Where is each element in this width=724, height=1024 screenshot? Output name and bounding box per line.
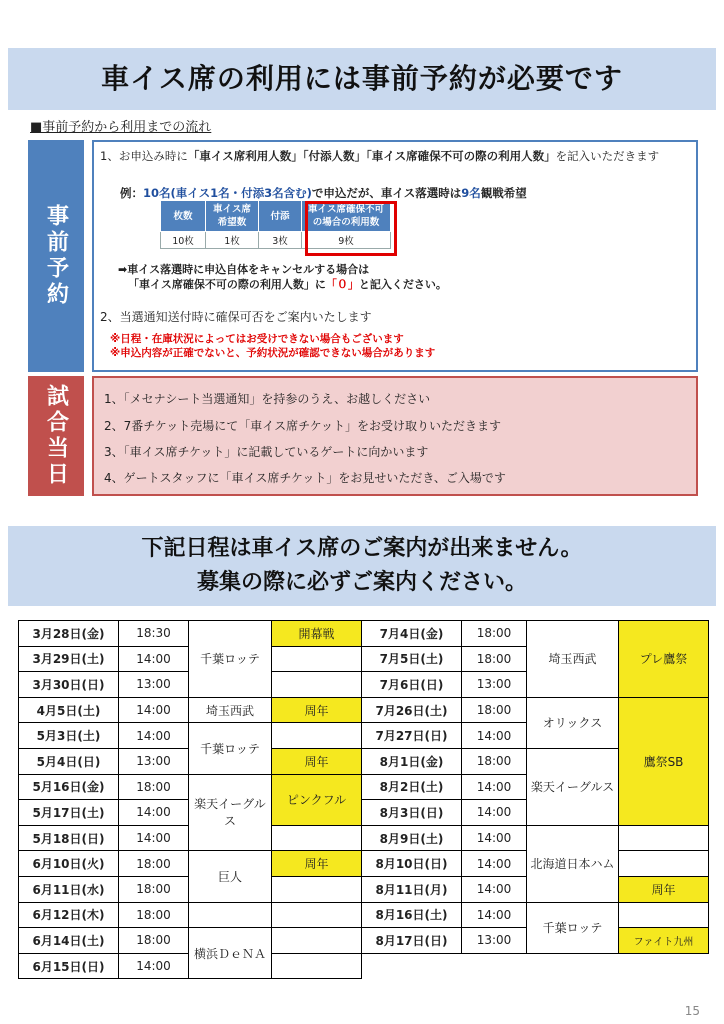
date-cell: 7月6日(日)	[362, 672, 462, 698]
date-cell: 8月1日(金)	[362, 748, 462, 774]
date-cell: 3月29日(土)	[19, 646, 119, 672]
date-cell: 6月11日(水)	[19, 876, 119, 902]
cancel-note-zero: 「０」	[325, 278, 359, 291]
day-step-4: 4、ゲートスタッフに「車イス席チケット」をお見せいただき、ご入場です	[104, 471, 506, 485]
day-step-3: 3、「車イス席チケット」に記載しているゲートに向かいます	[104, 445, 429, 459]
date-cell: 7月26日(土)	[362, 697, 462, 723]
table-row	[19, 621, 709, 647]
pre-reservation-side-label: 事前予約	[28, 140, 84, 372]
opponent-cell: 巨人	[189, 851, 272, 902]
table-row	[19, 825, 709, 851]
date-cell: 6月15日(日)	[19, 953, 119, 979]
step1-text-a: 1、お申込み時に	[100, 149, 188, 163]
time-cell: 14:00	[462, 800, 527, 826]
pre-step-2: 2、当選通知送付時に確保可否をご案内いたします	[100, 310, 372, 324]
example-value-cell: 9枚	[302, 232, 391, 249]
event-cell	[272, 646, 362, 672]
date-cell: 8月17日(日)	[362, 928, 462, 954]
game-day-side-label: 試合当日	[28, 376, 84, 496]
date-cell: 8月2日(土)	[362, 774, 462, 800]
time-cell: 14:00	[119, 953, 189, 979]
main-title: 車イス席の利用には事前予約が必要です	[8, 48, 716, 110]
time-cell: 14:00	[462, 876, 527, 902]
warning-2: ※申込内容が正確でないと、予約状況が確認できない場合があります	[110, 347, 436, 359]
event-cell	[272, 928, 362, 954]
time-cell: 14:00	[119, 825, 189, 851]
example-suffix: 観戦希望	[480, 186, 527, 200]
date-cell: 5月18日(日)	[19, 825, 119, 851]
time-cell: 14:00	[119, 697, 189, 723]
time-cell: 18:00	[119, 902, 189, 928]
time-cell: 18:00	[119, 774, 189, 800]
highlight-frame	[305, 201, 397, 256]
table-row	[19, 902, 709, 928]
example-header-cell: 枚数	[161, 201, 206, 232]
cancel-note-a: 「車イス席確保不可の際の利用人数」に	[128, 278, 326, 291]
example-header-cell: 付添	[259, 201, 302, 232]
opponent-cell: 埼玉西武	[189, 697, 272, 723]
opponent-cell: 横浜ＤｅＮＡ	[189, 928, 272, 979]
flow-section-label: ■事前予約から利用までの流れ	[30, 120, 212, 135]
opponent-cell: オリックス	[527, 697, 619, 748]
event-cell	[272, 876, 362, 902]
page-number: 15	[684, 1004, 700, 1018]
date-cell: 8月16日(土)	[362, 902, 462, 928]
time-cell: 14:00	[119, 646, 189, 672]
time-cell: 18:00	[119, 876, 189, 902]
event-cell	[619, 851, 709, 877]
example-header-cell: 車イス席確保不可の場合の利用数	[302, 201, 391, 232]
date-cell: 5月3日(土)	[19, 723, 119, 749]
event-cell: ファイト九州	[619, 928, 709, 954]
opponent-cell: 千葉ロッテ	[189, 621, 272, 698]
event-cell: 周年	[272, 748, 362, 774]
example-value-cell: 10枚	[161, 232, 206, 249]
time-cell: 13:00	[462, 928, 527, 954]
day-step-2: 2、7番チケット売場にて「車イス席チケット」をお受け取りいただきます	[104, 419, 501, 433]
cancel-note-line1: ➡車イス落選時に申込自体をキャンセルする場合は	[118, 263, 370, 276]
event-cell	[619, 902, 709, 928]
event-cell	[272, 953, 362, 979]
date-cell: 3月30日(日)	[19, 672, 119, 698]
notice-line-1: 下記日程は車イス席のご案内が出来ません。	[141, 536, 583, 561]
time-cell: 14:00	[462, 825, 527, 851]
date-cell: 7月4日(金)	[362, 621, 462, 647]
date-cell: 6月14日(土)	[19, 928, 119, 954]
opponent-cell	[189, 902, 272, 928]
step1-text-c: を記入いただきます	[555, 149, 660, 163]
event-cell: ピンクフル	[272, 774, 362, 825]
date-cell: 7月5日(土)	[362, 646, 462, 672]
date-cell: 6月12日(木)	[19, 902, 119, 928]
time-cell: 18:00	[462, 646, 527, 672]
date-cell: 5月4日(日)	[19, 748, 119, 774]
opponent-cell: 埼玉西武	[527, 621, 619, 698]
time-cell: 14:00	[462, 723, 527, 749]
day-step-1: 1、「メセナシート当選通知」を持参のうえ、お越しください	[104, 392, 431, 406]
event-cell	[272, 672, 362, 698]
time-cell: 18:00	[119, 928, 189, 954]
table-row	[19, 748, 709, 774]
example-value-cell: 1枚	[206, 232, 259, 249]
event-cell: 鷹祭SB	[619, 697, 709, 825]
opponent-cell: 楽天イーグルス	[189, 774, 272, 851]
time-cell: 18:00	[462, 748, 527, 774]
event-cell	[272, 723, 362, 749]
table-row	[19, 953, 709, 979]
event-cell	[619, 825, 709, 851]
pre-step-1	[100, 148, 690, 164]
notice-banner	[8, 526, 716, 606]
event-cell: プレ鷹祭	[619, 621, 709, 698]
notice-line-2: 募集の際に必ずご案内ください。	[196, 570, 527, 595]
example-header-cell: 車イス席希望数	[206, 201, 259, 232]
schedule-table	[18, 620, 709, 979]
example-middle: で申込だが、車イス落選時は	[311, 186, 462, 200]
date-cell: 6月10日(火)	[19, 851, 119, 877]
event-cell: 周年	[272, 697, 362, 723]
time-cell: 18:00	[119, 851, 189, 877]
date-cell: 8月9日(土)	[362, 825, 462, 851]
warning-1: ※日程・在庫状況によってはお受けできない場合もございます	[110, 333, 404, 345]
step1-text-b: 「車イス席利用人数」「付添人数」「車イス席確保不可の際の利用人数」	[187, 149, 556, 163]
date-cell: 5月16日(金)	[19, 774, 119, 800]
example-count: 10名(車イス1名・付添3名含む)	[143, 186, 312, 200]
pre-warnings	[110, 332, 435, 360]
event-cell: 周年	[619, 876, 709, 902]
opponent-cell: 千葉ロッテ	[527, 902, 619, 953]
opponent-cell: 楽天イーグルス	[527, 748, 619, 825]
time-cell: 13:00	[119, 748, 189, 774]
time-cell: 13:00	[462, 672, 527, 698]
date-cell: 4月5日(土)	[19, 697, 119, 723]
event-cell	[272, 902, 362, 928]
time-cell: 13:00	[119, 672, 189, 698]
empty-cell	[362, 953, 709, 979]
date-cell: 7月27日(日)	[362, 723, 462, 749]
cancel-note-c: と記入ください。	[358, 278, 447, 291]
event-cell: 開幕戦	[272, 621, 362, 647]
date-cell: 5月17日(土)	[19, 800, 119, 826]
time-cell: 14:00	[119, 800, 189, 826]
date-cell: 8月3日(日)	[362, 800, 462, 826]
time-cell: 18:00	[462, 697, 527, 723]
time-cell: 14:00	[462, 774, 527, 800]
time-cell: 18:30	[119, 621, 189, 647]
event-cell	[272, 825, 362, 851]
opponent-cell: 北海道日本ハム	[527, 825, 619, 902]
date-cell: 8月10日(日)	[362, 851, 462, 877]
opponent-cell: 千葉ロッテ	[189, 723, 272, 774]
event-cell: 周年	[272, 851, 362, 877]
example-value-cell: 3枚	[259, 232, 302, 249]
example-line	[120, 185, 527, 201]
date-cell: 8月11日(月)	[362, 876, 462, 902]
cancel-note	[118, 262, 447, 292]
time-cell: 14:00	[462, 851, 527, 877]
time-cell: 18:00	[462, 621, 527, 647]
date-cell: 3月28日(金)	[19, 621, 119, 647]
example-fallback-count: 9名	[461, 186, 481, 200]
table-row	[19, 697, 709, 723]
time-cell: 14:00	[119, 723, 189, 749]
time-cell: 14:00	[462, 902, 527, 928]
example-prefix: 例：	[120, 186, 143, 200]
